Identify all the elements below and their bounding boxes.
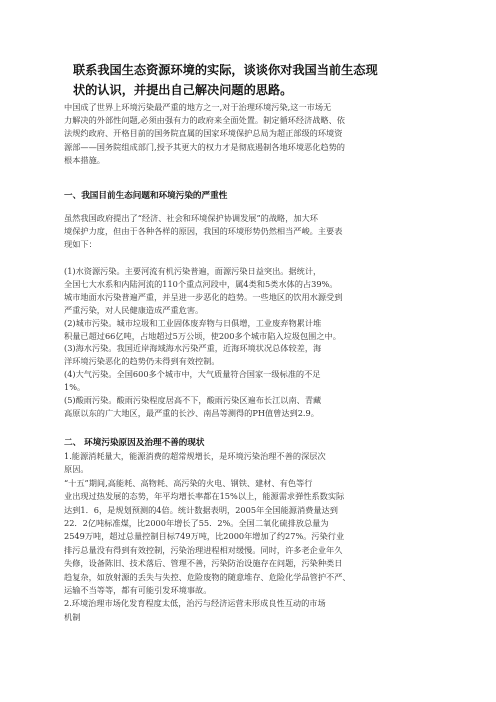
- section-2-text: [64, 450, 444, 624]
- title-line-2: 状的认识，并提出自己解决问题的思路。: [73, 83, 293, 97]
- text-line: 排污总量没有得到有效控制，污染治理进程相对缓慢。同时，许多老企业年久: [64, 544, 343, 555]
- text-line: 2.环境治理市场化发育程度太低，治污与经济运营未形成良性互动的市场: [64, 598, 326, 609]
- text-line: 中国成了世界上环境污染最严重的地方之一,对于治理环境污染,这一市场无: [64, 102, 332, 112]
- text-line: 洋环境污染恶化的趋势仍未得到有效控制。: [64, 356, 220, 367]
- text-line: 现如下：: [64, 239, 97, 250]
- text-line: 严重污染，对人民健康造成严重危害。: [64, 304, 204, 315]
- section-1-intro: [64, 212, 444, 252]
- text-line: 1.能源消耗量大，能源消费的超常规增长，是环境污染治理不善的深层次: [64, 451, 326, 461]
- text-line: 运输不当等等，都有可能引发环境事故。: [64, 585, 212, 596]
- text-line: 力解决的外部性问题,必须由强有力的政府来全面处置。制定循环经济战略、依: [64, 115, 345, 126]
- text-line: 1%。: [64, 382, 86, 393]
- page-title: [73, 60, 433, 100]
- section-1-items: [64, 265, 444, 420]
- intro-paragraph: [64, 101, 444, 167]
- text-line: (2)城市污染。城市垃圾和工业固体废弃物与日俱增，工业废弃物累计堆: [64, 317, 322, 328]
- text-line: “十五”期间,高能耗、高物耗、高污染的火电、钢铁、建材、有色等行: [64, 477, 313, 488]
- text-line: (1)水资源污染。主要河流有机污染普遍，面源污染日益突出。据统计，: [64, 266, 322, 276]
- text-line: 境保护力度，但由于各种各样的原因，我国的环境形势仍然相当严峻。主要表: [64, 226, 343, 237]
- text-line: 达到1．6，是规划预测的4倍。统计数据表明，2005年全国能源消费量达到: [64, 504, 338, 515]
- text-line: 失修，设备陈旧、技术落后、管理不善，污染防治设施存在问题，污染种类日: [64, 558, 343, 569]
- text-line: (5)酸雨污染。酸雨污染程度居高不下，酸雨污染区遍布长江以南、青藏: [64, 395, 322, 406]
- text-line: 原因。: [64, 464, 89, 475]
- text-line: 虽然我国政府提出了“经济、社会和环境保护协调发展”的战略，加大环: [64, 213, 318, 223]
- title-line-1: 联系我国生态资源环境的实际，谈谈你对我国当前生态现: [73, 63, 378, 77]
- text-line: 积量已超过66亿吨，占地超过5万公顷，使200多个城市陷入垃圾包围之中。: [64, 330, 341, 341]
- text-line: 全国七大水系和内陆河流的110个重点河段中，属4类和5类水体的占39%。: [64, 278, 338, 289]
- text-line: 机制: [64, 611, 81, 622]
- text-line: 根本措施。: [64, 154, 105, 165]
- text-line: (3)海水污染。我国近岸海域海水污染严重，近海环境状况总体较差，海: [64, 343, 322, 354]
- section-2-heading: 二、 环境污染原因及治理不善的现状: [64, 438, 205, 448]
- text-line: 城市地面水污染普遍严重，并呈进一步恶化的趋势。一些地区的饮用水源受到: [64, 291, 343, 302]
- text-line: (4)大气污染。全国600多个城市中，大气质量符合国家一级标准的不足: [64, 369, 321, 380]
- text-line: 高原以东的广大地区，最严重的长沙、南昌等测得的PH值曾达到2.9。: [64, 407, 319, 418]
- text-line: 2549万吨，超过总量控制目标749万吨，比2000年增加了约27%。污染行业: [64, 531, 345, 542]
- text-line: 法规约政府、开格目前的国务院直属的国家环境保护总局为超正部级的环境资: [64, 128, 343, 139]
- text-line: 源部——国务院组成部门,授予其更大的权力才是彻底遏制各地环境恶化趋势的: [64, 141, 345, 152]
- text-line: 趋复杂，如放射源的丢失与失控、危险废物的随意堆存、危险化学品管护不严、: [64, 571, 351, 582]
- text-line: 业出现过热发展的态势，年平均增长率都在15%以上，能源需求弹性系数实际: [64, 491, 345, 502]
- section-1-heading: 一、我国目前生态问题和环境污染的严重性: [64, 191, 228, 201]
- text-line: 22．2亿吨标准煤，比2000年增长了55．2%。全国二氧化硫排放总量为: [64, 518, 329, 529]
